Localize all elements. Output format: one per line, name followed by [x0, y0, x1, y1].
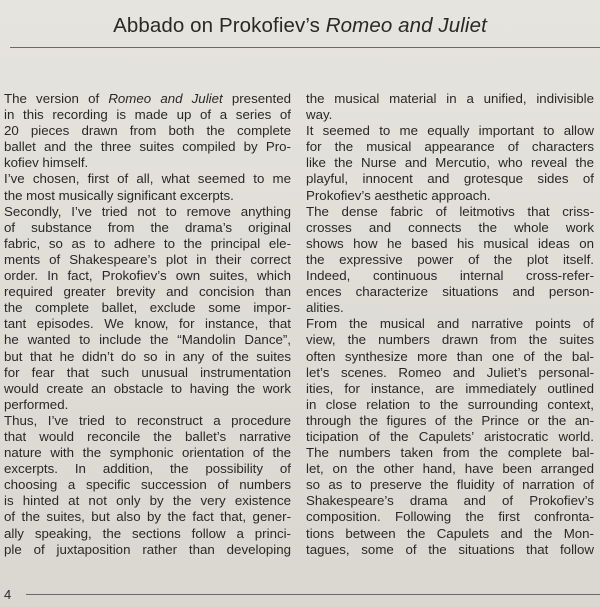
text-line: [4, 445, 291, 461]
text-run: tagues, some of the situations that follow: [306, 541, 594, 557]
text-line: [4, 252, 291, 268]
text-line: [306, 461, 594, 477]
text-run: ballet and the three suites compiled by Pro-: [4, 139, 291, 155]
text-run: in close relation to the surrounding context,: [306, 396, 594, 412]
text-run: shows how he based his musical ideas on: [306, 235, 594, 251]
text-line: [4, 526, 291, 542]
text-run: is hinted at not only by the very existence: [4, 493, 291, 509]
text-line: [4, 268, 291, 284]
text-run: often synthesize more than one of the bal-: [306, 348, 594, 364]
text-line: [4, 429, 291, 445]
text-run: Indeed, continuous internal cross-refer-: [306, 268, 594, 284]
text-run: ticipation of the Capulets’ aristocratic world.: [306, 428, 594, 444]
text-run: Thus, I’ve tried to reconstruct a procedure: [4, 412, 291, 428]
page-number: 4: [4, 587, 12, 602]
text-run: performed.: [4, 396, 69, 412]
text-line: [4, 204, 291, 220]
text-line: [306, 220, 594, 236]
text-run: It seemed to me equally important to allow: [306, 123, 594, 139]
text-line: [4, 284, 291, 300]
text-line: [306, 509, 594, 525]
text-run: the most musically significant excerpts.: [4, 187, 234, 203]
text-line: [4, 171, 291, 187]
text-run: fabric, so as to adhere to the principal ele-: [4, 235, 291, 251]
text-line: [4, 413, 291, 429]
text-line: [4, 91, 291, 107]
text-run: ities, for instance, are immediately outlined: [306, 380, 594, 396]
text-line: [306, 252, 594, 268]
text-line: [306, 188, 594, 204]
text-line: [4, 316, 291, 332]
text-line: [306, 397, 594, 413]
text-line: [306, 316, 594, 332]
text-run: composition. Following the first confronta-: [306, 509, 594, 525]
text-line: [306, 236, 594, 252]
text-run: so as to preserve the fluidity of narration of: [306, 477, 594, 493]
text-run: Shakespeare’s drama and of Prokofiev’s: [306, 493, 594, 509]
text-run: the musical material in a unified, indivisible: [306, 91, 594, 106]
text-run: he wanted to include the “Mandolin Dance”,: [4, 332, 291, 348]
text-run: way.: [306, 107, 333, 123]
text-run: Secondly, I’ve tried not to remove anything: [4, 203, 291, 219]
text-run: of substance from the drama’s original: [4, 219, 291, 235]
text-line: [306, 107, 594, 123]
text-run: tions between the Capulets and the Mon-: [306, 525, 594, 541]
text-line: [4, 509, 291, 525]
text-line: [4, 477, 291, 493]
text-line: [4, 220, 291, 236]
text-line: [306, 429, 594, 445]
text-run: nature with the symphonic orientation of the: [4, 445, 291, 461]
text-line: [4, 155, 291, 171]
text-line: [4, 300, 291, 316]
text-run: the complete ballet, exclude some impor-: [4, 300, 291, 316]
text-line: [306, 542, 594, 558]
text-line: [306, 493, 594, 509]
text-run: The numbers taken from the complete bal-: [306, 445, 594, 461]
text-line: [306, 284, 594, 300]
text-line: [306, 139, 594, 155]
text-run: but that he didn’t do so in any of the suites: [4, 348, 291, 364]
text-run: would create an obstacle to having the work: [4, 380, 291, 396]
text-line: [306, 445, 594, 461]
text-run: tant episodes. We know, for instance, that: [4, 316, 291, 332]
text-run: let, on the other hand, have been arranged: [306, 461, 594, 477]
text-line: [306, 381, 594, 397]
footer-rule: [26, 594, 600, 595]
text-run: the expressive power of the plot itself.: [306, 251, 594, 267]
title-rule: [10, 47, 600, 48]
text-run: Prokofiev’s aesthetic approach.: [306, 187, 491, 203]
text-run: ences characterize situations and person-: [306, 284, 594, 300]
text-line: [4, 542, 291, 558]
text-run: required greater brevity and concision than: [4, 284, 291, 300]
text-run: 20 pieces drawn from both the complete: [4, 123, 291, 139]
text-run: ments of Shakespeare’s plot in their correct: [4, 251, 291, 267]
text-line: [4, 365, 291, 381]
text-run: ally speaking, the sections follow a princi-: [4, 525, 291, 541]
text-line: [4, 188, 291, 204]
text-run: playful, innocent and grotesque sides of: [306, 171, 594, 187]
text-run: in this recording is made up of a series of: [4, 107, 291, 123]
text-run: kofiev himself.: [4, 155, 89, 171]
right-column: [306, 91, 594, 558]
text-run: order. In fact, Prokofiev’s own suites, which: [4, 268, 291, 284]
text-run: alities.: [306, 300, 344, 316]
text-line: [4, 461, 291, 477]
text-line: [306, 365, 594, 381]
text-line: [306, 332, 594, 348]
text-run: The dense fabric of leitmotivs that criss-: [306, 203, 594, 219]
italic-title-run: Romeo and Juliet: [108, 91, 223, 106]
text-line: [4, 139, 291, 155]
text-line: [4, 236, 291, 252]
text-run: excerpts. In addition, the possibility of: [4, 461, 291, 477]
text-line: [306, 123, 594, 139]
text-line: [306, 268, 594, 284]
text-run: that would reconcile the ballet’s narrative: [4, 428, 291, 444]
text-run: view, the numbers drawn from the suites: [306, 332, 594, 348]
text-line: [306, 204, 594, 220]
page-title-text: Abbado on Prokofiev’s: [113, 14, 326, 37]
text-line: [306, 349, 594, 365]
text-run: ple of juxtaposition rather than developing: [4, 541, 291, 557]
text-line: [4, 493, 291, 509]
page-title: [0, 14, 600, 38]
text-run: for the musical appearance of characters: [306, 139, 594, 155]
text-line: [306, 171, 594, 187]
page-title-work: Romeo and Juliet: [325, 14, 487, 37]
text-line: [306, 526, 594, 542]
text-line: [306, 300, 594, 316]
text-line: [306, 477, 594, 493]
text-run: crosses and connects the whole work: [306, 219, 594, 235]
text-run: presented: [222, 91, 291, 106]
text-line: [4, 381, 291, 397]
text-line: [4, 349, 291, 365]
text-run: through the figures of the Prince or the an-: [306, 412, 594, 428]
left-column: [4, 91, 291, 558]
text-run: of the suites, but also by the fact that, gener-: [4, 509, 291, 525]
text-run: let’s scenes. Romeo and Juliet’s personal-: [306, 364, 594, 380]
text-line: [306, 413, 594, 429]
text-run: From the musical and narrative points of: [306, 316, 594, 332]
text-line: [4, 332, 291, 348]
text-run: The version of: [4, 91, 109, 106]
text-line: [306, 91, 594, 107]
text-run: I’ve chosen, first of all, what seemed to me: [4, 171, 291, 187]
text-line: [4, 123, 291, 139]
text-run: choosing a specific succession of numbers: [4, 477, 291, 493]
text-line: [306, 155, 594, 171]
text-line: [4, 107, 291, 123]
text-line: [4, 397, 291, 413]
text-run: for fear that such unusual instrumentation: [4, 364, 291, 380]
text-run: like the Nurse and Mercutio, who reveal the: [306, 155, 594, 171]
